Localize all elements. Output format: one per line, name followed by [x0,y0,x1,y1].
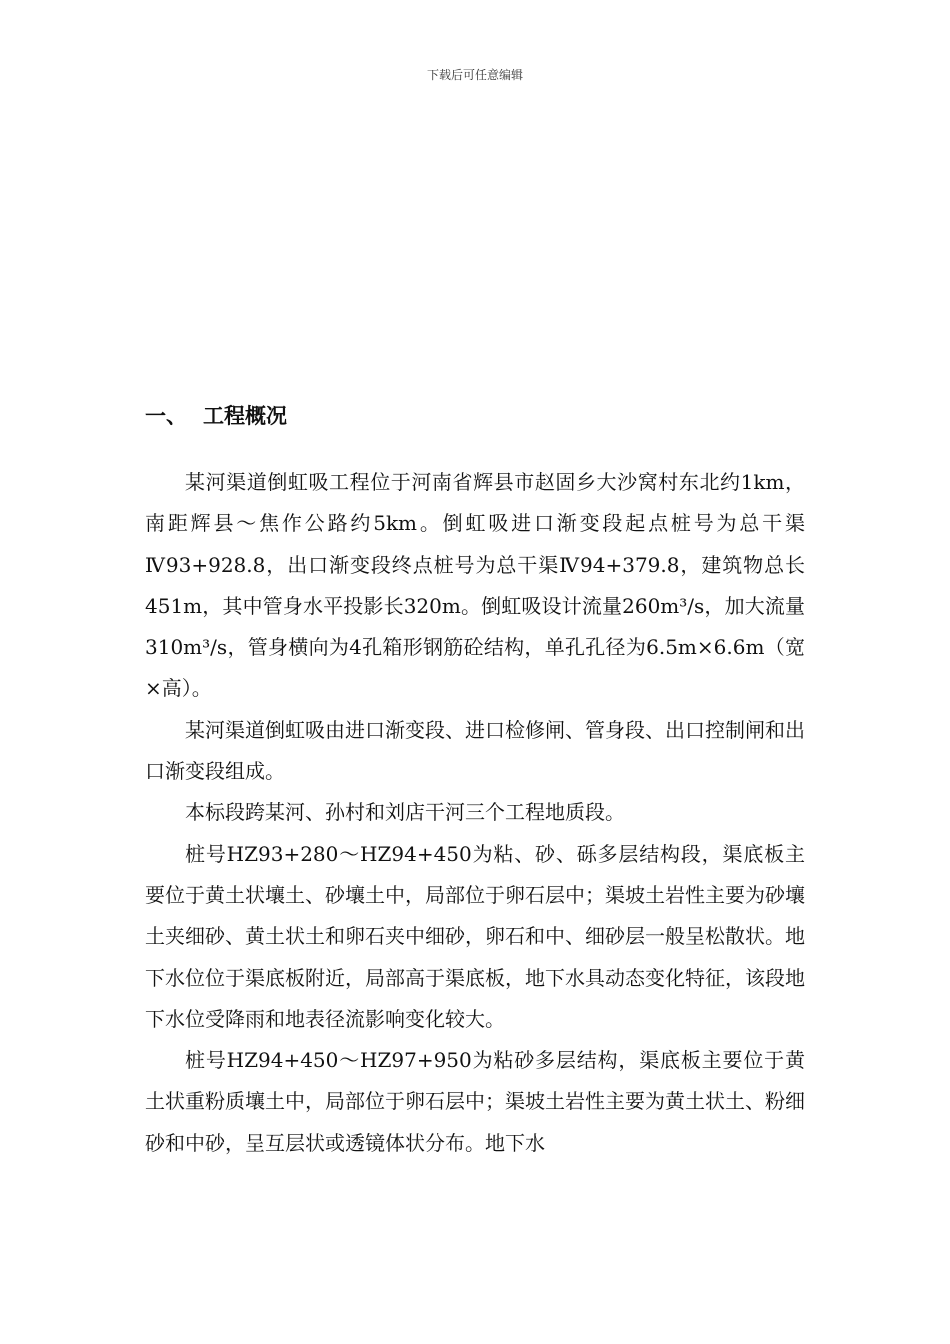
paragraph-composition: 某河渠道倒虹吸由进口渐变段、进口检修闸、管身段、出口控制闸和出口渐变段组成。 [145,717,805,784]
body-text [145,462,805,1164]
paragraph-overview: 某河渠道倒虹吸工程位于河南省辉县市赵固乡大沙窝村东北约1km，南距辉县～焦作公路约5km。倒虹吸进口渐变段起点桩号为总干渠Ⅳ93+928.8，出口渐变段终点桩号为总干渠Ⅳ94+379.8，建筑物总长451m，其中管身水平投影长320m。倒虹吸设计流量260m³/s，加大流量310m³/s，管身横向为4孔箱形钢筋砼结构，单孔孔径为6.5m×6.6m（宽×高）。 [145,470,805,701]
section-number: 一、 [145,404,187,428]
section-title: 工程概况 [203,404,287,428]
header-note: 下载后可任意编辑 [426,68,523,82]
paragraph-geology-sections: 本标段跨某河、孙村和刘店干河三个工程地质段。 [185,800,625,825]
section-heading [145,400,287,430]
paragraph-section-hz94: 桩号HZ94+450～HZ97+950为粘砂多层结构，渠底板主要位于黄土状重粉质壤土中，局部位于卵石层中；渠坡土岩性主要为黄土状土、粉细砂和中砂，呈互层状或透镜体状分布。地下水 [145,1048,805,1155]
paragraph-section-hz93: 桩号HZ93+280～HZ94+450为粘、砂、砾多层结构段，渠底板主要位于黄土状壤土、砂壤土中，局部位于卵石层中；渠坡土岩性主要为砂壤土夹细砂、黄土状土和卵石夹中细砂，卵石和中、细砂层一般呈松散状。地下水位位于渠底板附近，局部高于渠底板，地下水具动态变化特征，该段地下水位受降雨和地表径流影响变化较大。 [145,841,805,1031]
